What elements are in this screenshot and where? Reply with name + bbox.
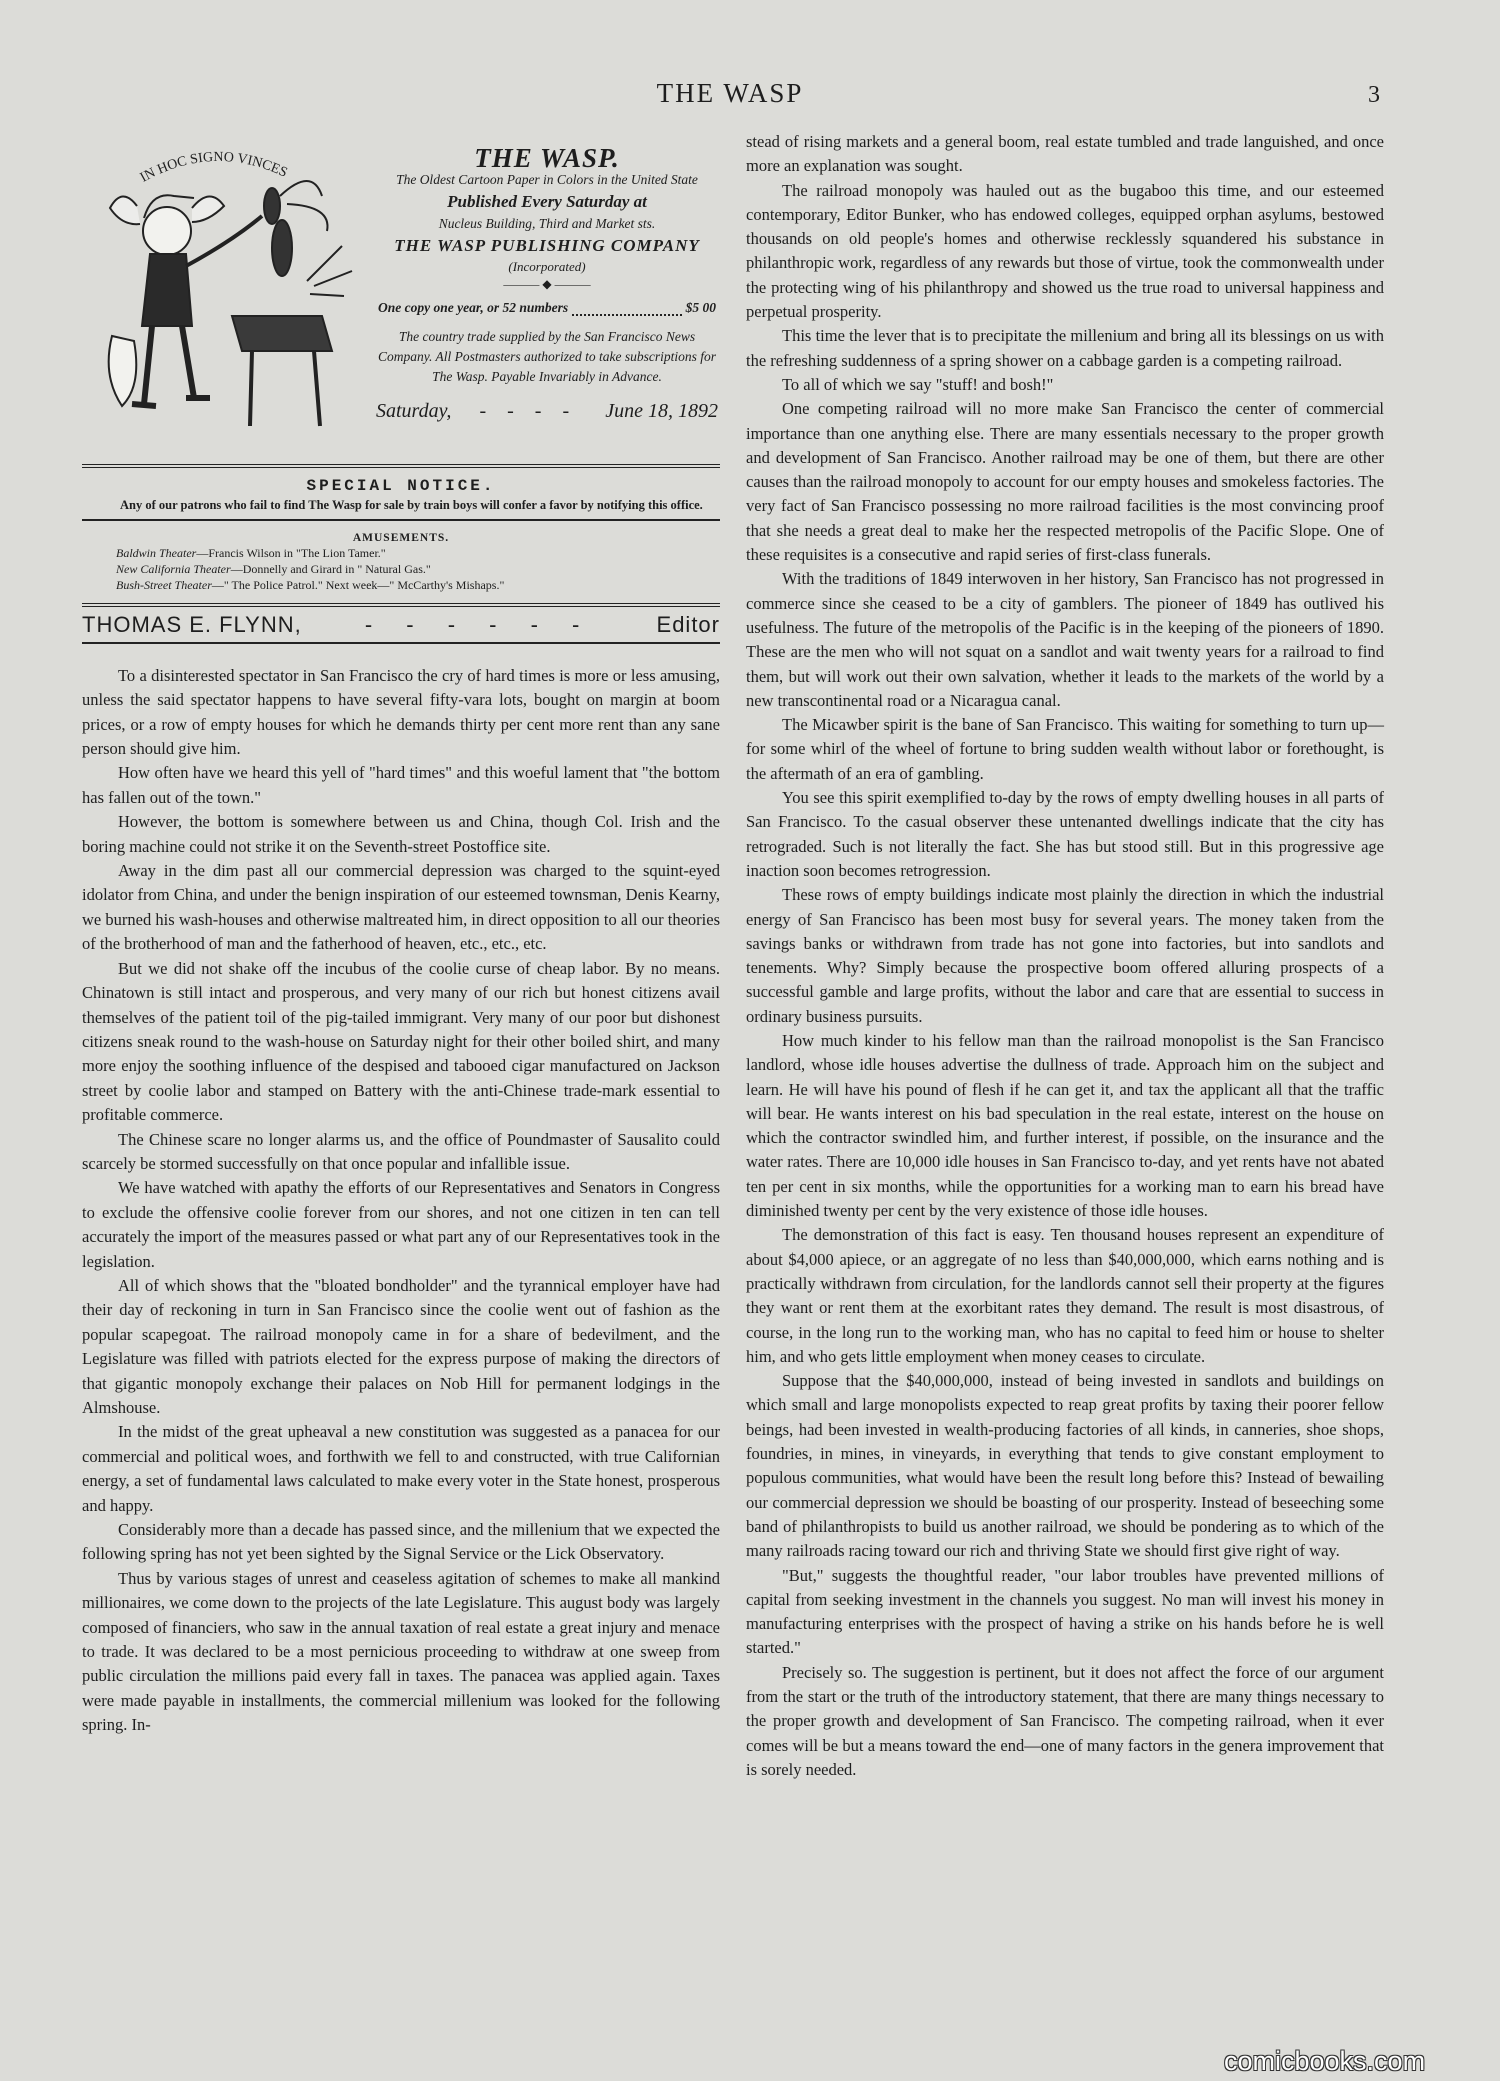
editor-role: Editor bbox=[656, 612, 720, 638]
editorial-left-text bbox=[82, 664, 720, 1738]
amusements-title: AMUSEMENTS. bbox=[352, 532, 450, 545]
paragraph: With the traditions of 1849 interwoven in her history, San Francisco has not progressed in commerce since she ceased to be a city of gamblers. The pioneer of 1849 has outlived his usefulness. The future of the metropolis of the Pacific is in the keeping of the pioneers of 1890. These are the men who will not squat on a sandlot and wait twenty years for a railroad to find them, but will work out their own salvation, whether it leads to the markets of the world by a new transcontinental road or a Nicaragua canal. bbox=[746, 569, 1384, 710]
paragraph: This time the lever that is to precipitate the millenium and bring all its blessings on us with the refreshing suddenness of a spring shower on a cabbage garden is a competing railroad. bbox=[746, 326, 1384, 370]
page-number: 3 bbox=[1368, 82, 1380, 108]
address-line: Nucleus Building, Third and Market sts. bbox=[438, 216, 656, 232]
paragraph: How often have we heard this yell of "hard times" and this woeful lament that "the bottom has fallen out of the town." bbox=[82, 763, 720, 807]
paragraph: Thus by various stages of unrest and ceaseless agitation of schemes to make all mankind millionaires, we come down to the projects of the late Legislature. This august body was largely composed of financiers, who saw in the annual taxation of real estate a great injury and menace to trade. It was declared to be a most pernicious proceeding to withdraw at one sweep from public circulation the millions paid every fall in taxes. The panacea was applied again. Taxes were made payable in installments, the commercial millenium was looked for the following spring. In- bbox=[82, 1568, 720, 1735]
masthead-motto: IN HOC SIGNO VINCES bbox=[137, 149, 290, 186]
divider-rule bbox=[82, 464, 720, 468]
running-title: THE WASP bbox=[656, 78, 804, 108]
paragraph: Precisely so. The suggestion is pertinent, but it does not affect the force of our argument from the start or the truth of the introductory statement, that there are many things necessary to the proper growth and development of San Francisco. The competing railroad, when it ever comes will be but a means toward the end—one of many factors in the genera improvement that is sorely needed. bbox=[746, 1662, 1384, 1779]
page-header bbox=[80, 78, 1380, 110]
special-notice-text: Any of our patrons who fail to find The Wasp for sale by train boys will confer a favor by notifying this office. bbox=[120, 498, 703, 513]
paragraph: But we did not shake off the incubus of the coolie curse of cheap labor. By no means. Chinatown is still intact and prosperous, and very many of our rich but honest citizens avail themselves of the patient toil of the pig-tailed immigrant. Very many of our poor but dishonest citizens sneak round to the wash-house on Saturday night for their other boiled shirt, and many more enjoy the soothing influence of the despised and tabooed cigar manufactured on Jackson street by coolie labor and stamped on Battery with the anti-Chinese trade-mark essential to profitable commerce. bbox=[82, 958, 720, 1125]
paragraph: In the midst of the great upheaval a new constitution was suggested as a panacea for our commercial and political woes, and forthwith we fell to and constructed, with true Californian energy, a set of fundamental laws calculated to make every voter in the State honest, prosperous and happy. bbox=[82, 1422, 720, 1515]
editor-line bbox=[82, 603, 720, 643]
divider-rule bbox=[82, 519, 720, 521]
paragraph: The Micawber spirit is the bane of San Francisco. This waiting for something to turn up—for some whirl of the wheel of fortune to bring sudden wealth without labor or forethought, is the aftermath of an era of gambling. bbox=[746, 715, 1384, 783]
rate-value: $5 00 bbox=[685, 300, 716, 316]
date-value: June 18, 1892 bbox=[605, 399, 718, 422]
right-column bbox=[746, 130, 1384, 1782]
paragraph: To a disinterested spectator in San Francisco the cry of hard times is more or less amusing, unless the said spectator happens to have several fifty-vara lots, bought on margin at boom prices, or a row of empty houses for which he demands thirty per cent more rent than any sane person should give him. bbox=[82, 665, 720, 759]
published-line: Published Every Saturday at bbox=[447, 192, 647, 212]
paragraph: These rows of empty buildings indicate most plainly the direction in which the industrial energy of San Francisco has been most busy for several years. The money taken from the savings banks or withdrawn from trade has not gone into factories, but into sandlots and tenements. Why? Simply because the prospective boom offered alluring prospects of a successful gamble and large profits, without the labor and care that are essential to success in ordinary business pursuits. bbox=[746, 885, 1384, 1026]
paragraph-continuation: stead of rising markets and a general boom, real estate tumbled and trade languished, and once more an explanation was sought. bbox=[746, 132, 1384, 176]
paragraph: Away in the dim past all our commercial depression was charged to the squint-eyed idolator from China, and under the benign inspiration of our esteemed townsman, Denis Kearny, we burned his wash-houses and otherwise maltreated him, in direct opposition to all our theories of the brotherhood of man and the fatherhood of heaven, etc., etc., etc. bbox=[82, 861, 720, 954]
paragraph: However, the bottom is somewhere between us and China, though Col. Irish and the boring machine could not strike it on the Seventh-street Postoffice site. bbox=[82, 812, 720, 856]
ornament-divider: ——— ◆ ——— bbox=[503, 277, 591, 292]
paragraph: One competing railroad will no more make San Francisco the center of commercial importance than one anything else. There are many essentials necessary to the proper growth and development of San Francisco. Another railroad may be one of them, but there are other causes than the railroad monopoly to account for our empty houses and smokeless factories. The very fact of San Francisco possessing no more railroad facilities is the most convincing proof that she needs a great deal to make her the respected metropolis of the Pacific Slope. One of these requisites is a consecutive and rapid series of first-class funerals. bbox=[746, 399, 1384, 565]
issue-date bbox=[372, 399, 722, 423]
paragraph: Considerably more than a decade has passed since, and the millenium that we expected the following spring has not yet been sighted by the Signal Service or the Lick Observatory. bbox=[82, 1520, 720, 1564]
date-dashes: - - - - bbox=[479, 399, 578, 422]
paragraph: All of which shows that the "bloated bondholder" and the tyrannical employer have had their day of reckoning in turn in San Francisco since the coolie went out of fashion as the popular scapegoat. The railroad monopoly came in for a share of bedevilment, and the Legislature was filled with patriots elected for the express purpose of making the directors of that gigantic monopoly exchange their palaces on Nob Hill for permanent lodgings in the Almshouse. bbox=[82, 1275, 720, 1417]
paragraph: The Chinese scare no longer alarms us, and the office of Poundmaster of Sausalito could scarcely be stormed successfully on that once popular and infallible issue. bbox=[82, 1129, 720, 1173]
special-notice-title: SPECIAL NOTICE. bbox=[306, 477, 496, 495]
paragraph: The railroad monopoly was hauled out as the bugaboo this time, and our esteemed contemporary, Editor Bunker, who has endowed colleges, equipped orphan asylums, bestowed thousands on old people's homes and otherwise recklessly squandered his substance in philanthropic work, regardless of any rewards but those of virtue, took the commonwealth under the protecting wing of his philanthropy and showed us the true road to universal happiness and perpetual prosperity. bbox=[746, 180, 1384, 322]
amusement-item: New California Theater—Donnelly and Girard in " Natural Gas." bbox=[116, 562, 431, 577]
rate-label: One copy one year, or 52 numbers bbox=[378, 300, 569, 316]
editor-dashes: - - - - - - bbox=[364, 612, 594, 638]
dot-leader bbox=[572, 296, 682, 315]
tagline: The Oldest Cartoon Paper in Colors in the United State bbox=[396, 172, 698, 188]
paragraph: How much kinder to his fellow man than the railroad monopolist is the San Francisco landlord, whose idle houses advertise the dullness of trade. Approach him on the subject and learn. He will have his pound of flesh if he can get it, and tax the applicant all that the traffic will bear. He wants interest on his bad speculation in the real estate, interest on the house on which the contractor swindled him, and further interest, if possible, on the insurance and the water rates. There are 10,000 idle houses in San Francisco to-day, and yet rents have not abated ten per cent in six months, while the opportunities for a working man to earn his bread have diminished twenty per cent by the very existence of those idle houses. bbox=[746, 1030, 1384, 1221]
paragraph: We have watched with apathy the efforts of our Representatives and Senators in Congress to exclude the offensive coolie forever from our shores, and not one citizen in ten can tell accurately the import of the measures passed or what part any of our Representatives took in the legislation. bbox=[82, 1178, 720, 1271]
company-name: THE WASP PUBLISHING COMPANY bbox=[394, 236, 700, 256]
publication-info bbox=[372, 140, 722, 423]
masthead bbox=[82, 120, 720, 460]
incorporated-note: (Incorporated) bbox=[508, 259, 586, 275]
trade-note: The country trade supplied by the San Francisco News Company. All Postmasters authorized to take subscriptions for The Wasp. Payable Invariably in Advance. bbox=[377, 328, 716, 384]
date-day: Saturday, bbox=[376, 399, 452, 422]
paragraph: Suppose that the $40,000,000, instead of being invested in sandlots and buildings on which small and large monopolists expected to reap great profits by taxing their poorer fellow beings, had been invested in wealth-producing factories of all kinds, in canneries, shoe shops, foundries, in mines, in vineyards, in everything that tends to give constant employment to populous communities, what would have been the result long before this? Instead of bewailing our commercial depression we should be boasting of our prosperity. Instead of beseeching some band of philanthropists to build us another railroad, we should be pondering as to which of the many railroads racing toward our rich and thriving State we should first give right of way. bbox=[746, 1371, 1384, 1561]
amusement-item: Baldwin Theater—Francis Wilson in "The Lion Tamer." bbox=[116, 546, 386, 561]
site-watermark: comicbooks.com bbox=[1224, 2046, 1426, 2076]
wasp-cartoon-illustration bbox=[82, 136, 362, 456]
paragraph: To all of which we say "stuff! and bosh!" bbox=[782, 374, 1054, 394]
paragraph: "But," suggests the thoughtful reader, "our labor troubles have prevented millions of capital from seeking investment in the channels you suggest. No man will invest his money in manufacturing enterprises with the prospect of having a strike on his hands before he is well started." bbox=[746, 1565, 1384, 1658]
paragraph: You see this spirit exemplified to-day by the rows of empty dwelling houses in all parts of San Francisco. To the casual observer these untenanted dwellings indicate that the city has retrograded. Such is not literally the fact. She has but stood still. But in this progressive age inaction soon becomes retrogression. bbox=[746, 788, 1384, 880]
subscription-rate bbox=[378, 296, 716, 320]
paragraph: The demonstration of this fact is easy. Ten thousand houses represent an expenditure of about $4,000 apiece, or an aggregate of no less than $40,000,000, which earns nothing and is practically withdrawn from circulation, for the landlords cannot sell their property at the figures they want or rent them at the exorbitant rates they demand. The result is most disastrous, of course, in the long run to the working man, who has no capital to feed him or house to shelter him, and who gets little employment when money ceases to circulate. bbox=[746, 1225, 1384, 1366]
amusement-item: Bush-Street Theater—" The Police Patrol." Next week—" McCarthy's Mishaps." bbox=[116, 578, 505, 593]
editor-name: THOMAS E. FLYNN, bbox=[82, 612, 302, 638]
left-column bbox=[82, 120, 720, 1738]
publication-title: THE WASP. bbox=[474, 143, 620, 173]
